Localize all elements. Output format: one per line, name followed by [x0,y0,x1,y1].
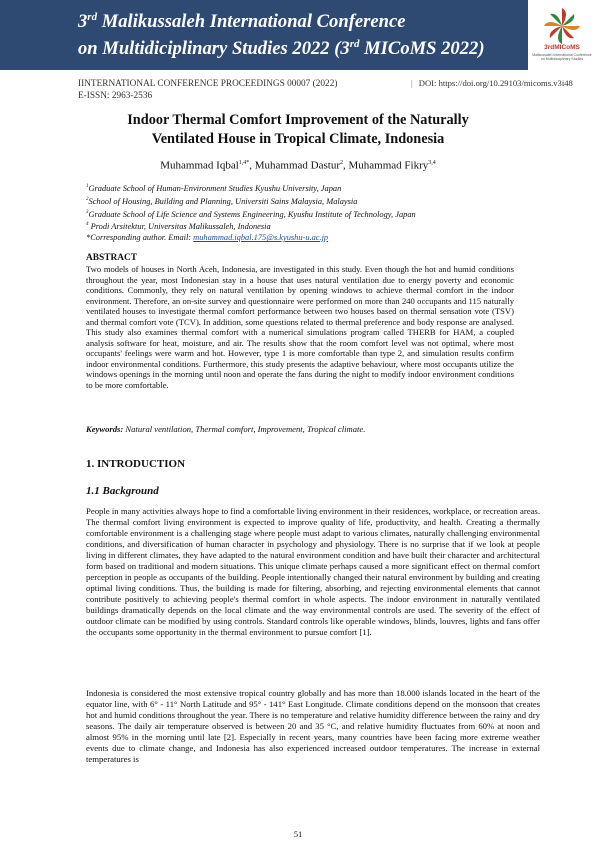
affiliation-text: Graduate School of Life Science and Systems Engineering, Kyushu Institute of Technology, Japan [88,209,416,219]
section-heading: 1. INTRODUCTION [86,458,186,470]
author-name: Muhammad Iqbal [160,159,239,172]
author-name: , Muhammad Dastur [249,159,340,172]
title-part: MICoMS 2022) [359,38,485,59]
author-sup: 3,4 [428,160,436,166]
abstract-heading: ABSTRACT [86,253,138,263]
logo-text: 3rdMICoMS [544,44,580,51]
proceedings-name: IINTERNATIONAL CONFERENCE PROCEEDINGS 00007 (2022) [78,79,338,89]
subsection-heading: 1.1 Background [86,485,159,497]
title-sup: rd [87,11,98,23]
affiliation-sup: 1 [86,184,89,189]
eissn: E-ISSN: 2963-2536 [78,91,153,101]
affiliation [86,219,516,232]
keywords [86,424,514,435]
conference-title-line1 [78,8,518,35]
micoms-logo [528,0,596,70]
corresponding-author [86,232,516,243]
title-part: 3 [78,11,88,32]
pinwheel-logo-icon [540,6,584,46]
affiliation-text: Prodi Arsitektur, Universitas Malikussaleh, Indonesia [88,222,271,232]
doi-label: DOI: [418,78,437,88]
doi-line [411,78,573,88]
author-sup: 2 [340,160,343,166]
author-sup: 1,4* [238,160,250,166]
conference-title [78,8,518,62]
author-list [78,156,518,173]
email-link[interactable]: muhammad.iqbal.175@s.kyushu-u.ac.jp [193,233,329,243]
abstract-text: Two models of houses in North Aceh, Indonesia, are investigated in this study. Even though the hot and humid conditions throughout the year, most Indonesian stay in a house that uses natural ventilation due to energy poverty and economic conditions. Commonly, they rely on natural ventilation by opening windows to achieve thermal comfort in the indoor environment. Therefore, an on-site survey and questionnaire were performed on more than 240 occupants and 115 naturally ventilated houses to investigate thermal comfort performance between two houses based on thermal sensation vote (TSV) and thermal comfort vote (TCV). In addition, some questions related to thermal preference and body response are analysed. This study also examines thermal comfort with a numerical simulations program called THERB for HAM, a coupled analysis software for heat, moisture, and air. The results show that the room comfort level was not optimal, where most occupants' feelings were warm and hot. However, type 1 is more comfortable than type 2, and simulation results confirm indoor environmental conditions. Furthermore, this study presents the adaptive behaviour, where most occupants utilize the windows openings in the morning until noon and operate the fans during the night to modify indoor environment conditions to be more comfortable. [86,264,514,390]
affiliations [86,181,516,243]
title-line: Ventilated House in Tropical Climate, Indonesia [151,131,445,147]
paper-title [78,111,518,149]
affiliation-text: School of Housing, Building and Planning, Universiti Sains Malaysia, Malaysia [88,196,358,206]
affiliation [86,181,516,194]
affiliation-sup: 4 [86,222,89,228]
affiliation [86,207,516,220]
conference-banner [0,0,596,70]
keywords-label: Keywords: [86,424,124,434]
title-sup: rd [349,38,360,50]
page-number: 51 [293,829,303,839]
body-paragraph: People in many activities always hope to find a comfortable living environment in their residences, workplace, or recreation areas. The thermal comfort living environment is expected to improve quality of life, productivity, and health. Creating a thermally comfortable environment is a challenging stage where people must adapt to various climates, naturally challenging environmental conditions, and diversification of human character in psychology and physiology. There is no surprise that if we look at people living in different climates, they have adapted to the natural environment condition and have built their character and architectural form based on traditional and modern situations. This unique climate perhaps caused a more significant effect on thermal comfort perception in people as occupants of the building. People intentionally changed their natural environment by building and creating optimal living conditions. Thus, the building is made for filtering, absorbing, and rejecting environmental elements that cannot contribute positively to achieving people's thermal comfort in whole aspects. The indoor environment in naturally ventilated buildings dramatically depends on the local climate and the way environmental controls are used. The severity of the effect of outdoor climate can be modified by using controls. Standard controls like operable windows, blinds, louvres, lights and fans offer the occupants some opportunity in the thermal environment to pursue comfort [1]. [86,506,540,637]
doi-link[interactable]: https://doi.org/10.29103/micoms.v3i48 [438,78,573,88]
author-name: , Muhammad Fikry [343,159,429,172]
affiliation [86,194,516,207]
corresponding-label: *Corresponding author. Email: [86,233,194,243]
separator: | [411,78,413,88]
conference-title-line2 [78,35,518,62]
affiliation-text: Graduate School of Human-Environment Studies Kyushu University, Japan [88,183,342,193]
body-paragraph: Indonesia is considered the most extensive tropical country globally and has more than 18.000 islands located in the heart of the equator line, with 6° - 11° North Latitude and 95° - 141° East Longitude. Climate conditions depend on the monsoon that creates hot and humid conditions throughout the year. There is no temperature and relative humidity difference between the rainy and dry seasons. The daily air temperature observed is between 20 and 35 °C, and relative humidity fluctuates from 60% at noon and almost 95% in the morning until late [2]. Especially in recent years, many countries have been facing more extreme weather events due to climate change, and Indonesia has also experienced increased outdoor temperatures. The increase in external temperatures is [86,688,540,764]
affiliation-sup: 3 [86,209,89,215]
title-line: Indoor Thermal Comfort Improvement of the Naturally [127,112,469,128]
logo-subtitle: Malikussaleh International Conference on Multidisciplinary Studies [532,53,592,61]
proceedings-info [78,78,337,102]
title-part: on Multidiciplinary Studies 2022 (3 [78,38,350,59]
keywords-text: Natural ventilation, Thermal comfort, Improvement, Tropical climate. [123,424,366,434]
affiliation-sup: 2 [86,196,89,202]
title-part: Malikussaleh International Conference [97,11,406,32]
